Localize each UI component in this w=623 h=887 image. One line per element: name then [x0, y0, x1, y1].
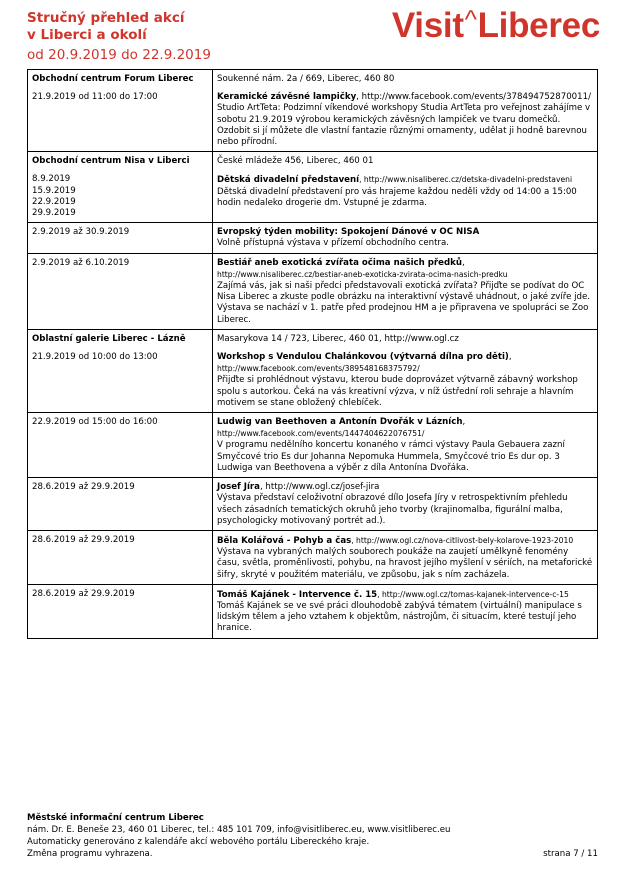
event-description: Studio ArtTeta: Podzimní víkendové workshopy Studia ArtTeta pro veřejnost zahájíme v sobotu 21.9.2019 výrobou keramických závěsných lampiček ve tvaru domečků. Ozdobit si jí můžete dle vlastní fantazie různými ornamenty, udělat ji hodně barevnou nebo přírodní.: [217, 103, 591, 148]
event-title: Workshop s Vendulou Chalánkovou (výtvarná dílna pro děti): [217, 352, 509, 363]
event-title: Ludwig van Beethoven a Antonín Dvořák v Lázních: [217, 417, 463, 428]
event-row: [28, 253, 598, 329]
events-table: [27, 69, 598, 639]
logo-caret-icon: ^: [464, 4, 477, 34]
event-description: Přijďte si prohlédnout výstavu, kterou bude doprovázet výtvarně zábavný workshop spolu s autorkou. Čeká na vás kreativní výzva, v níž ústřední roli sehraje a hlavním motivem se stane obložený chlebíček.: [217, 375, 578, 408]
event-title: Keramické závěsné lampičky: [217, 92, 357, 103]
event-date: 28.6.2019 až 29.9.2019: [32, 534, 135, 545]
venue-address: Masarykova 14 / 723, Liberec, 460 01, http://www.ogl.cz: [217, 333, 459, 344]
event-link[interactable]: http://www.facebook.com/events/1447404622076751/: [217, 429, 425, 439]
event-link[interactable]: , http://www.ogl.cz/josef-jira: [259, 482, 380, 493]
venue-name: Oblastní galerie Liberec - Lázně: [32, 333, 186, 344]
event-description: Volně přístupná výstava v přízemí obchodního centra.: [217, 238, 449, 249]
venue-address: České mládeže 456, Liberec, 460 01: [217, 156, 374, 167]
event-date: 29.9.2019: [32, 208, 76, 219]
footer-org: Městské informační centrum Liberec: [27, 813, 204, 823]
event-title: Bestiář aneb exotická zvířata očima našich předků: [217, 257, 462, 268]
venue-name: Obchodní centrum Forum Liberec: [32, 74, 194, 84]
event-row: [28, 413, 598, 478]
footer-auto-note: Automaticky generováno z kalendáře akcí webového portálu Libereckého kraje.: [27, 837, 370, 847]
venue-name: Obchodní centrum Nisa v Liberci: [32, 156, 190, 167]
footer: [27, 812, 598, 860]
event-description: Výstava na vybraných malých souborech poukáže na zaujetí umělkyně fenomény času, světla, proměnlivosti, pohybu, na hravost jejího myšlení v sériích, na metaforické šifry, skryté v použitém materiálu, ve způsobu, jak s ním zacházela.: [217, 547, 593, 580]
event-link[interactable]: , http://www.ogl.cz/nova-citlivost-bely-kolarove-1923-2010: [351, 535, 574, 545]
event-date: 28.6.2019 až 29.9.2019: [32, 588, 135, 599]
venue-block-forum: [28, 70, 598, 152]
event-row: [28, 530, 598, 584]
event-date: 21.9.2019 od 11:00 do 17:00: [32, 92, 158, 103]
event-title: Běla Kolářová - Pohyb a čas: [217, 535, 352, 546]
event-title: Dětská divadelní představení: [217, 175, 360, 186]
event-description: V programu nedělního koncertu konaného v rámci výstavy Paula Gebauera zazní Smyčcové trio Es dur Johanna Nepomuka Hummela, Smyčcové trio Es dur op. 3 Ludwiga van Beethovena a výběr z díla Antonína Dvořáka.: [217, 440, 565, 473]
footer-contact: nám. Dr. E. Beneše 23, 460 01 Liberec, tel.: 485 101 709, info@visitliberec.eu, www.visitliberec.eu: [27, 825, 451, 835]
event-link-separator: ,: [508, 352, 512, 363]
event-title: Tomáš Kajánek - Intervence č. 15: [217, 589, 378, 600]
footer-change-note: Změna programu vyhrazena.: [27, 849, 153, 859]
event-description: Tomáš Kajánek se ve své práci dlouhodobě zabývá tématem (virtuální) manipulace s lidským tělem a jeho vztahem k objektům, nástrojům, či situacím, které testují jeho hranice.: [217, 600, 582, 634]
document-title: [27, 10, 185, 44]
event-description: Zajímá vás, jak si naši předci představovali exotická zvířata? Přijďte se podívat do OC Nisa Liberec a zkuste podle obrázku na interaktivní výstavě uhádnout, o jaké zvíře jde. Výstava se nachází v 1. patře před prodejnou HM a je připravena ve spolupráci se Zoo Liberec.: [217, 281, 590, 325]
event-date: 21.9.2019 od 10:00 do 13:00: [32, 352, 158, 363]
event-link[interactable]: , http://www.facebook.com/events/378494752870011/: [356, 92, 591, 103]
event-date: 15.9.2019: [32, 185, 76, 196]
page-number: strana 7 / 11: [543, 849, 598, 859]
event-row: [28, 223, 598, 253]
date-range: od 20.9.2019 do 22.9.2019: [27, 47, 211, 63]
event-link[interactable]: http://www.nisaliberec.cz/bestiar-aneb-exoticka-zvirata-ocima-nasich-predku: [217, 269, 508, 279]
event-description: Dětská divadelní představení pro vás hrajeme každou neděli vždy od 14:00 a 15:00 hodin nedaleko drogerie dm. Vstupné je zdarma.: [217, 186, 577, 208]
event-link-separator: ,: [462, 417, 466, 428]
visit-liberec-logo: Visit^Liberec: [391, 4, 600, 45]
event-title: Evropský týden mobility: Spokojení Dánové v OC NISA: [217, 227, 480, 238]
event-row: [28, 478, 598, 531]
event-date: 2.9.2019 až 30.9.2019: [32, 227, 130, 238]
event-date: 2.9.2019 až 6.10.2019: [32, 257, 130, 268]
event-date: 22.9.2019: [32, 196, 76, 207]
title-line-2: v Liberci a okolí: [27, 27, 147, 43]
event-date: 8.9.2019: [32, 174, 71, 185]
event-row: [28, 584, 598, 638]
event-link[interactable]: , http://www.nisaliberec.cz/detska-divadelni-predstaveni: [359, 175, 573, 185]
event-link-separator: ,: [461, 257, 465, 268]
title-line-1: Stručný přehled akcí: [27, 10, 185, 26]
event-link[interactable]: http://www.facebook.com/events/389548168375792/: [217, 364, 420, 374]
event-date: 22.9.2019 od 15:00 do 16:00: [32, 417, 158, 428]
venue-block-ogl: [28, 329, 598, 412]
event-description: Výstava představí celoživotní obrazové dílo Josefa Jíry v retrospektivním přehledu všech zásadních tematických okruhů jeho tvorby (krajinomalba, figurální malba, psychologicky motivovaný portrét ad.).: [217, 493, 568, 526]
event-link[interactable]: , http://www.ogl.cz/tomas-kajanek-intervence-c-15: [377, 589, 569, 599]
venue-block-nisa: [28, 152, 598, 223]
event-date: 28.6.2019 až 29.9.2019: [32, 482, 135, 493]
venue-address: Soukenné nám. 2a / 669, Liberec, 460 80: [217, 74, 395, 84]
event-title: Josef Jíra: [217, 482, 260, 493]
